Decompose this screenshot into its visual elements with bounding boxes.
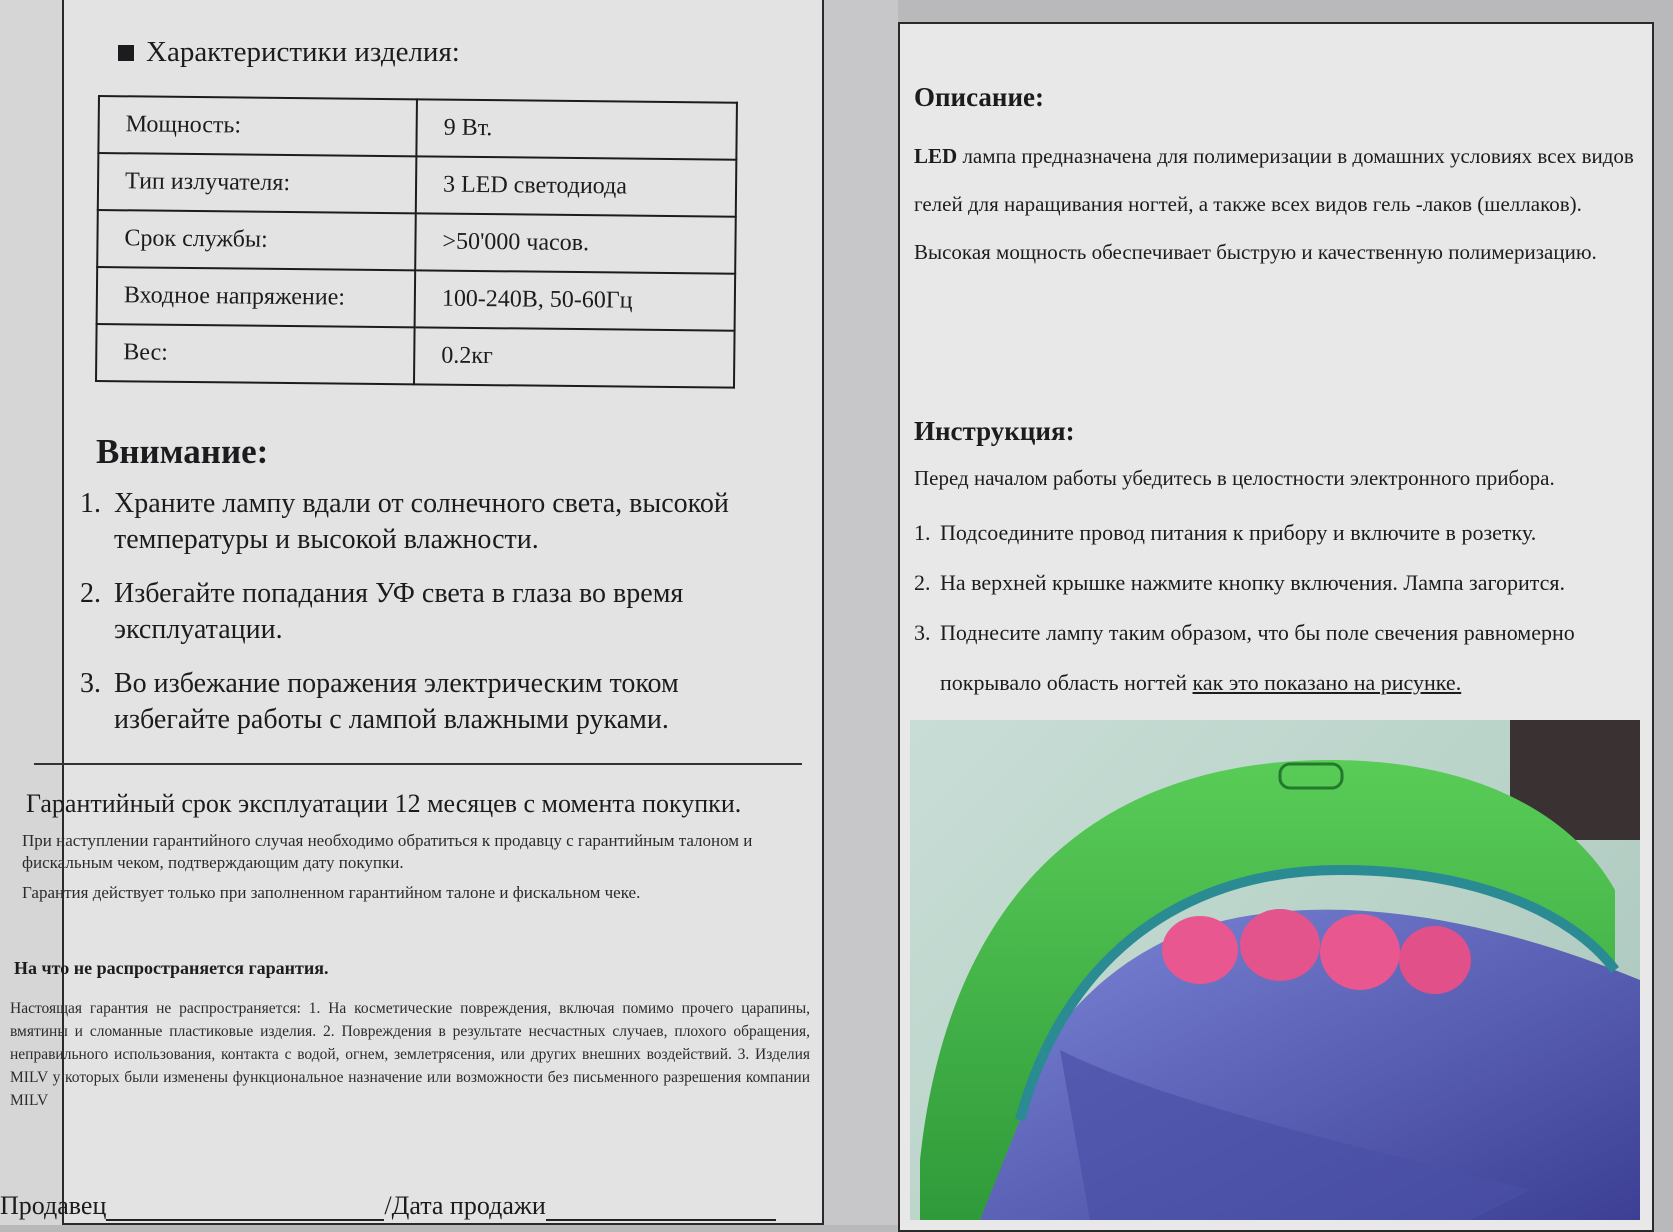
spec-label: Тип излучателя: [98, 153, 417, 213]
list-number: 2. [914, 570, 931, 595]
instructions-list [914, 508, 1634, 708]
square-bullet-icon [118, 45, 134, 61]
sale-date-line [546, 1195, 776, 1221]
description-paragraph [914, 132, 1634, 228]
exclusions-text: Настоящая гарантия не распространяется: 1. На косметические повреждения, включая помимо прочего царапины, вмятины и сломанные пластиковые изделия. 2. Повреждения в результате несчастных случаев, плохого обращения, неправильного использования, контакта с водой, огнем, землетрясения, или других внешних воздействий. 3. Изделия MILV у которых были изменены функциональное назначение или возможности без письменного разрешения компании MILV [10, 1000, 810, 1109]
spec-label: Срок службы: [97, 210, 416, 270]
list-number: 3. [914, 620, 931, 645]
table-row [98, 96, 737, 160]
table-row [97, 210, 736, 274]
spec-label: Входное напряжение: [97, 267, 416, 327]
nail-1 [1162, 916, 1238, 984]
list-number: 1. [914, 520, 931, 545]
list-number: 1. [80, 488, 101, 519]
sale-date-label: /Дата продажи [384, 1191, 546, 1220]
seller-signature-line [106, 1195, 384, 1221]
nail-3 [1320, 914, 1400, 990]
table-row [98, 153, 737, 217]
warranty-valid: Гарантия действует только при заполненном гарантийном талоне и фискальном чеке. [22, 883, 641, 902]
instruction-text [940, 608, 1634, 708]
page-gutter [824, 0, 898, 1225]
seller-signature-row [0, 1191, 800, 1221]
description-lead: LED [914, 144, 958, 168]
spec-value: >50'000 часов. [415, 213, 736, 273]
list-number: 2. [80, 578, 101, 609]
nail-4 [1399, 926, 1471, 994]
warning-text: Избегайте попадания УФ света в глаза во время эксплуатации. [114, 578, 684, 645]
spec-value: 0.2кг [414, 327, 735, 387]
instruction-text: На верхней крышке нажмите кнопку включения. Лампа загорится. [940, 570, 1565, 595]
description-text: лампа предназначена для полимеризации в домашних условиях всех видов гелей для наращивания ногтей, а также всех видов гель -лаков (шеллаков). [914, 144, 1634, 216]
table-row [97, 267, 736, 331]
warranty-notes [22, 830, 812, 912]
instruction-3-text: Поднесите лампу таким образом, что бы поле свечения равномерно покрывало область ногтей [940, 620, 1575, 695]
instruction-text: Подсоедините провод питания к прибору и включите в розетку. [940, 520, 1537, 545]
lamp-photo [910, 720, 1640, 1220]
spec-label: Вес: [96, 324, 415, 384]
spec-value: 9 Вт. [416, 99, 737, 159]
instructions-intro: Перед началом работы убедитесь в целостности электронного прибора. [914, 466, 1555, 490]
specs-heading [118, 36, 460, 69]
warning-list [80, 486, 770, 756]
warning-text: Храните лампу вдали от солнечного света, высокой температуры и высокой влажности. [114, 488, 729, 555]
warning-text: Во избежание поражения электрическим током избегайте работы с лампой влажными руками. [114, 668, 679, 735]
divider [34, 763, 802, 765]
description-body [914, 132, 1634, 276]
uv-lamp-hand-image [910, 720, 1640, 1220]
table-row [96, 324, 735, 388]
spec-value: 100-240В, 50-60Гц [415, 270, 736, 330]
list-item [80, 486, 770, 558]
list-number: 3. [80, 668, 101, 699]
spec-value: 3 LED светодиода [416, 156, 737, 216]
description-paragraph-2: Высокая мощность обеспечивает быструю и качественную полимеризацию. [914, 240, 1597, 264]
list-item [914, 608, 1634, 708]
warning-heading: Внимание: [96, 432, 269, 471]
description-heading: Описание: [914, 82, 1045, 112]
specs-heading-text: Характеристики изделия: [146, 36, 460, 68]
spec-label: Мощность: [98, 96, 417, 156]
seller-label: Продавец [0, 1191, 107, 1220]
list-item [914, 558, 1634, 608]
nail-2 [1240, 909, 1320, 981]
specs-table [95, 95, 738, 389]
warranty-period: Гарантийный срок эксплуатации 12 месяцев с момента покупки. [26, 789, 742, 818]
list-item [914, 508, 1634, 558]
warranty-contact: При наступлении гарантийного случая необходимо обратиться к продавцу с гарантийным талоном и фискальным чеком, подтверждающим дату покупки. [22, 831, 753, 872]
list-item [80, 576, 770, 648]
figure-reference: как это показано на рисунке. [1192, 670, 1462, 695]
instructions-heading: Инструкция: [914, 416, 1075, 446]
list-item [80, 666, 770, 738]
exclusions-heading: На что не распространяется гарантия. [14, 958, 329, 978]
